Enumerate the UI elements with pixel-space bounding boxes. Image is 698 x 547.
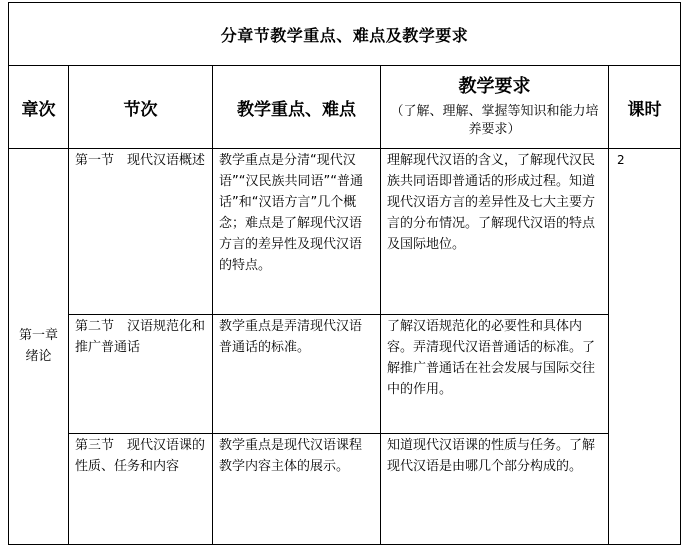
hours-value: 2 [617, 153, 625, 167]
chapter-name: 绪论 [25, 349, 52, 364]
key-points-text: 教学重点是分清“现代汉语”“汉民族共同语”“普通话”和“汉语方言”几个概念；难点是了解现代汉语方言的差异性及现代汉语的特点。 [219, 153, 363, 273]
key-points-text: 教学重点是弄清现代汉语普通话的标准。 [219, 319, 363, 355]
requirements-text: 知道现代汉语课的性质与任务。了解现代汉语是由哪几个部分构成的。 [387, 438, 596, 474]
title-row [9, 3, 681, 66]
section-title: 第二节 汉语规范化和推广普通话 [75, 319, 206, 355]
key-points-cell [213, 315, 381, 434]
syllabus-table [8, 2, 681, 545]
header-requirements-note: （了解、理解、掌握等知识和能力培养要求） [390, 104, 599, 137]
chapter-number: 第一章 [18, 328, 58, 343]
header-requirements [381, 66, 609, 149]
requirements-cell [381, 434, 609, 545]
header-chapter: 章次 [9, 66, 69, 149]
requirements-cell [381, 315, 609, 434]
requirements-text: 了解汉语规范化的必要性和具体内容。弄清现代汉语普通话的标准。了解推广普通话在社会发展与国际交往中的作用。 [387, 319, 596, 397]
section-cell [69, 315, 213, 434]
requirements-text: 理解现代汉语的含义，了解现代汉民族共同语即普通话的形成过程。知道现代汉语方言的差异性及七大主要方言的分布情况。了解现代汉语的特点及国际地位。 [387, 153, 596, 252]
key-points-cell [213, 149, 381, 315]
table-title: 分章节教学重点、难点及教学要求 [9, 3, 681, 66]
table-row [9, 149, 681, 315]
header-row [9, 66, 681, 149]
section-title: 第一节 现代汉语概述 [75, 153, 206, 168]
header-requirements-label: 教学要求 [458, 76, 531, 97]
header-section: 节次 [69, 66, 213, 149]
table-row [9, 315, 681, 434]
key-points-text: 教学重点是现代汉语课程教学内容主体的展示。 [219, 438, 363, 474]
hours-cell [609, 149, 681, 545]
section-cell [69, 149, 213, 315]
requirements-cell [381, 149, 609, 315]
header-hours: 课时 [609, 66, 681, 149]
header-key-points: 教学重点、难点 [213, 66, 381, 149]
key-points-cell [213, 434, 381, 545]
section-title: 第三节 现代汉语课的性质、任务和内容 [75, 438, 206, 474]
chapter-cell [9, 149, 69, 545]
section-cell [69, 434, 213, 545]
table-row [9, 434, 681, 545]
